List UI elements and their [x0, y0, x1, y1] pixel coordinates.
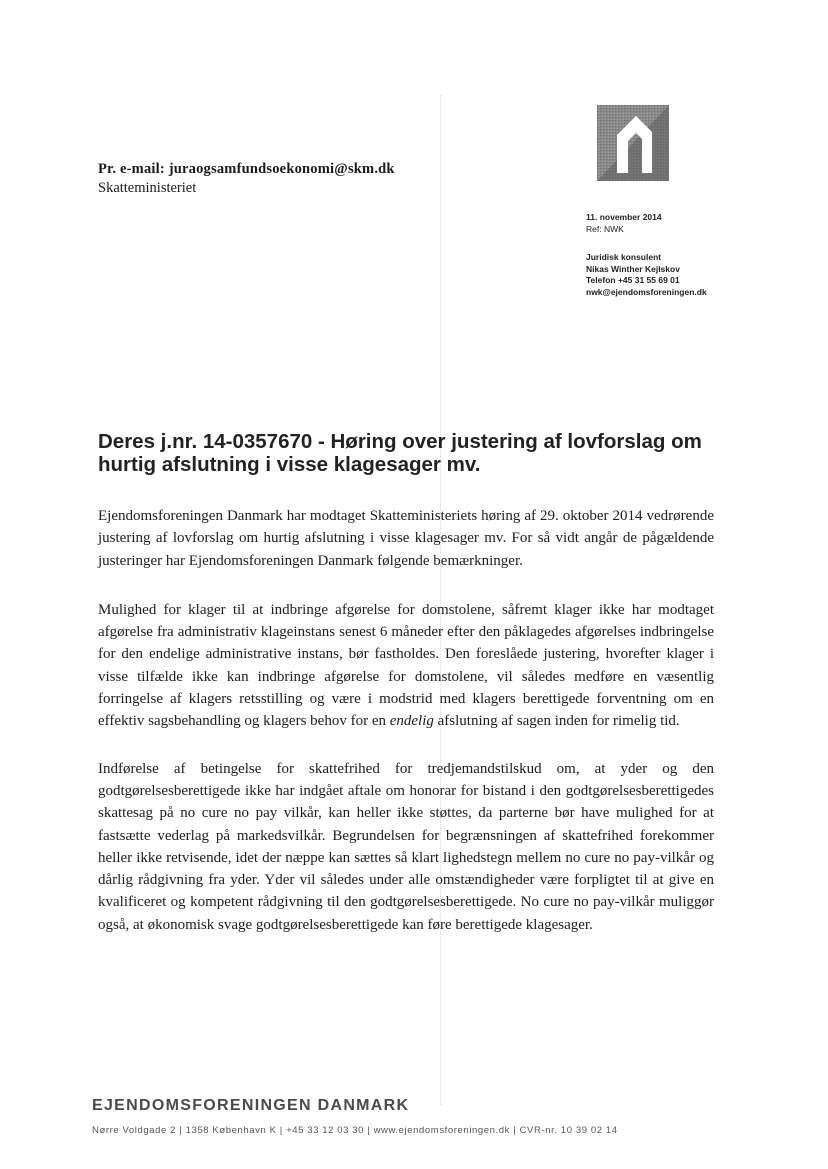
- contact-phone: Telefon +45 31 55 69 01: [586, 275, 680, 285]
- letter-date: 11. november 2014: [586, 212, 662, 222]
- paragraph-2-text-a: Mulighed for klager til at indbringe afgørelse for domstolene, såfremt klager ikke har modtaget afgørelse fra administrativ klageinstans senest 6 måneder efter den påklagedes afgørelses indbringelse for den endelige administrative instans, bør fastholdes. Den foreslåede justering, hvorefter klager i visse tilfælde ikke kan indbringe afgørelse for domstolene, vil således medføre en væsentlig forringelse af klagers retsstilling og være i modstrid med klagers berettigede forventning om en effektiv sagsbehandling og klagers behov for en: [98, 601, 714, 730]
- letter-footer: [92, 1097, 618, 1136]
- paragraph-2-emphasis: endelig: [389, 713, 434, 730]
- recipient-block: [98, 160, 395, 198]
- contact-role: Juridisk konsulent: [586, 252, 662, 262]
- footer-org-name: EJENDOMSFORENINGEN DANMARK: [92, 1097, 410, 1114]
- letter-title: Deres j.nr. 14-0357670 - Høring over justering af lovforslag om hurtig afslutning i visse klagesager mv.: [98, 430, 702, 476]
- contact-email: nwk@ejendomsforeningen.dk: [586, 286, 707, 297]
- house-logo-icon: [597, 105, 669, 181]
- recipient-email-line: Pr. e-mail: juraogsamfundsoekonomi@skm.dk: [98, 161, 395, 177]
- footer-address: Nørre Voldgade 2 | 1358 København K | +45 33 12 03 30 | www.ejendomsforeningen.dk | CVR-nr. 10 39 02 14: [92, 1125, 618, 1136]
- paragraph-3: Indførelse af betingelse for skattefrihed for tredjemandstilskud om, at yder og den godtgørelsesberettigede ikke har indgået aftale om honorar for bistand i den godtgørelsesberettigedes skattesag på no cure no pay vilkår, kan heller ikke støttes, da parterne bør have mulighed for at fastsætte vederlag på markedsvilkår. Begrundelsen for begrænsningen af skattefrihed forekommer heller ikke retvisende, idet der næppe kan sættes så klart lighedstegn mellem no cure no pay-vilkår og dårlig rådgivning fra yder. Yder vil således under alle omstændigheder være forpligtet til at give en kvalificeret og kompetent rådgivning til den godtgørelsesberettigede. No cure no pay-vilkår muliggør også, at økonomisk svage godtgørelsesberettigede kan føre berettigede klagesager.: [98, 760, 714, 933]
- recipient-name: Skatteministeriet: [98, 180, 197, 196]
- letter-ref: Ref: NWK: [586, 223, 624, 234]
- paragraph-1: Ejendomsforeningen Danmark har modtaget Skatteministeriets høring af 29. oktober 2014 vedrørende justering af lovforslag om hurtig afslutning i visse klagesager mv. For så vidt angår de pågældende justeringer har Ejendomsforeningen Danmark følgende bemærkninger.: [98, 508, 714, 569]
- letter-meta: [586, 212, 707, 298]
- paragraph-2-text-b: afslutning af sagen inden for rimelig tid.: [433, 713, 680, 730]
- contact-person: Nikas Winther Kejlskov: [586, 263, 680, 274]
- contact-block: [586, 252, 707, 298]
- paragraph-2: [98, 599, 714, 733]
- letter-body: [98, 505, 714, 959]
